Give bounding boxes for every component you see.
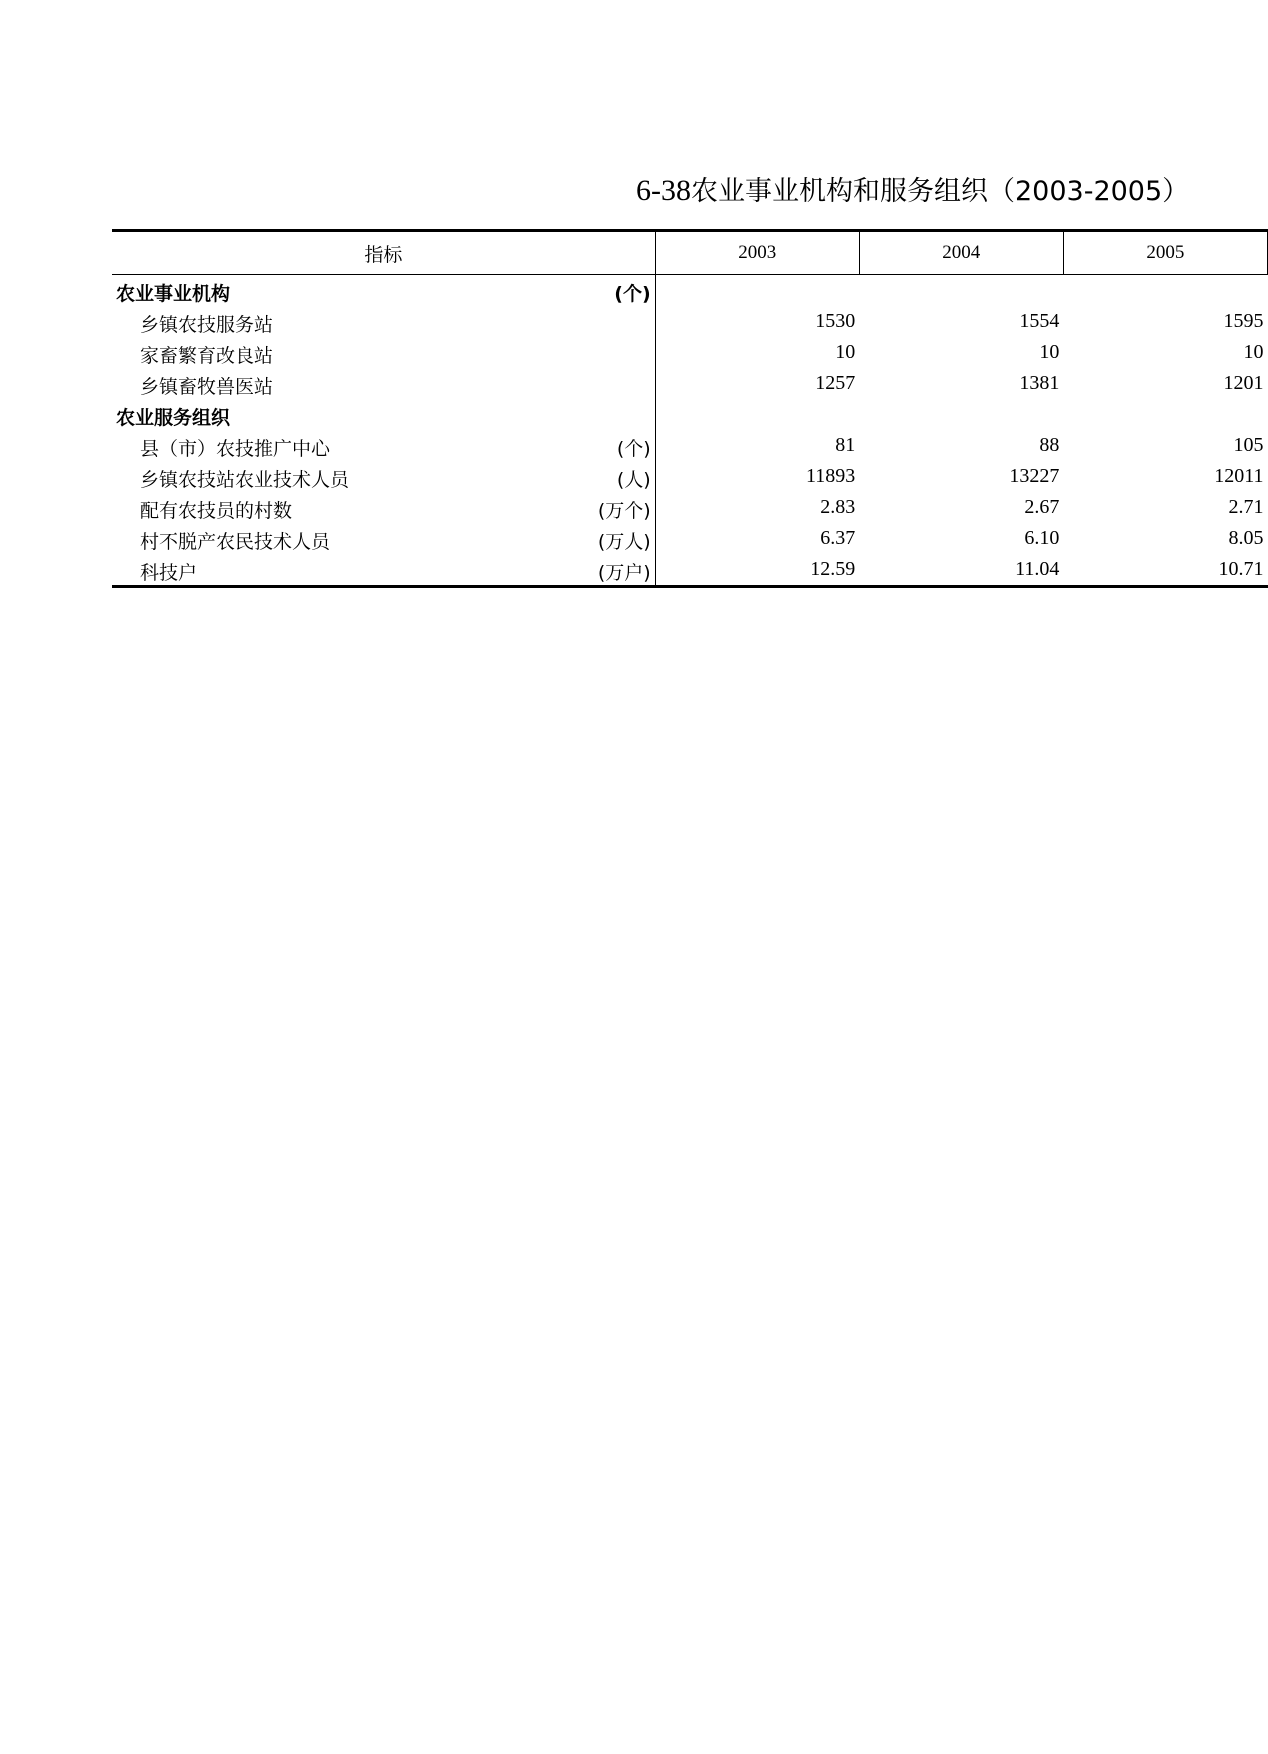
value-2005: 2.71 (1228, 496, 1264, 518)
value-2005: 105 (1233, 434, 1264, 456)
value-2004: 88 (1039, 434, 1060, 456)
year-header-2003: 2003 (655, 231, 859, 275)
value-2005 (1063, 399, 1267, 430)
value-2003: 2.83 (820, 496, 856, 518)
row-label (112, 275, 655, 307)
table-viewport (112, 229, 1264, 589)
row-label (112, 306, 655, 337)
indicator-unit: (个) (614, 283, 651, 305)
value-2004: 6.10 (1024, 527, 1060, 549)
value-2003: 1257 (815, 372, 856, 394)
table-row (112, 399, 1268, 430)
row-label (112, 368, 655, 399)
indicator-unit: (个) (616, 438, 651, 460)
value-2004: 13227 (1009, 465, 1060, 487)
value-2003: 10 (835, 341, 856, 363)
row-label (112, 461, 655, 492)
indicator-name: 科技户 (140, 562, 198, 584)
value-2003: 6.37 (820, 527, 856, 549)
indicator-unit: (万个) (597, 500, 651, 522)
indicator-name: 村不脱产农民技术人员 (140, 531, 331, 553)
table-row (112, 337, 1268, 368)
header-row (112, 231, 1268, 275)
table-row (112, 368, 1268, 399)
indicator-name: 农业事业机构 (116, 283, 231, 305)
page-title (636, 170, 1190, 212)
table-row (112, 275, 1268, 307)
value-2005 (1063, 275, 1267, 307)
table-title-text: 农业事业机构和服务组织（2003-2005） (691, 176, 1190, 207)
value-2004: 1381 (1019, 372, 1060, 394)
year-header-2005: 2005 (1063, 231, 1267, 275)
value-2004: 2.67 (1024, 496, 1060, 518)
indicator-unit: (万人) (597, 531, 651, 553)
year-header-2004: 2004 (859, 231, 1063, 275)
value-2003 (655, 399, 859, 430)
indicator-name: 配有农技员的村数 (140, 500, 293, 522)
value-2005: 12011 (1214, 465, 1264, 487)
value-2003: 12.59 (655, 554, 859, 587)
row-label (112, 430, 655, 461)
value-2005: 8.05 (1228, 527, 1264, 549)
indicator-name: 乡镇农技服务站 (140, 314, 274, 336)
statistics-table (112, 229, 1268, 588)
table-row (112, 306, 1268, 337)
value-2005: 1595 (1223, 310, 1264, 332)
table-number: 6-38 (636, 174, 691, 207)
row-label (112, 399, 655, 430)
indicator-name: 县（市）农技推广中心 (140, 438, 331, 460)
indicator-unit: (人) (616, 469, 651, 491)
row-label (112, 337, 655, 368)
value-2004 (859, 275, 1063, 307)
indicator-name: 乡镇农技站农业技术人员 (140, 469, 350, 491)
value-2003 (655, 275, 859, 307)
indicator-unit: (万户) (597, 562, 651, 584)
value-2004: 10 (1039, 341, 1060, 363)
value-2003: 1530 (815, 310, 856, 332)
value-2005: 10.71 (1063, 554, 1267, 587)
value-2003: 11893 (805, 465, 856, 487)
indicator-name: 农业服务组织 (116, 407, 231, 429)
row-label (112, 523, 655, 554)
row-label (112, 554, 655, 587)
table-row (112, 430, 1268, 461)
indicator-header: 指标 (112, 231, 655, 275)
value-2004: 1554 (1019, 310, 1060, 332)
value-2004: 11.04 (859, 554, 1063, 587)
value-2004 (859, 399, 1063, 430)
value-2005: 10 (1243, 341, 1264, 363)
table-row (112, 492, 1268, 523)
table-row (112, 554, 1268, 587)
row-label (112, 492, 655, 523)
value-2005: 1201 (1223, 372, 1264, 394)
indicator-name: 家畜繁育改良站 (140, 345, 274, 367)
value-2003: 81 (835, 434, 856, 456)
table-row (112, 461, 1268, 492)
indicator-name: 乡镇畜牧兽医站 (140, 376, 274, 398)
table-row (112, 523, 1268, 554)
